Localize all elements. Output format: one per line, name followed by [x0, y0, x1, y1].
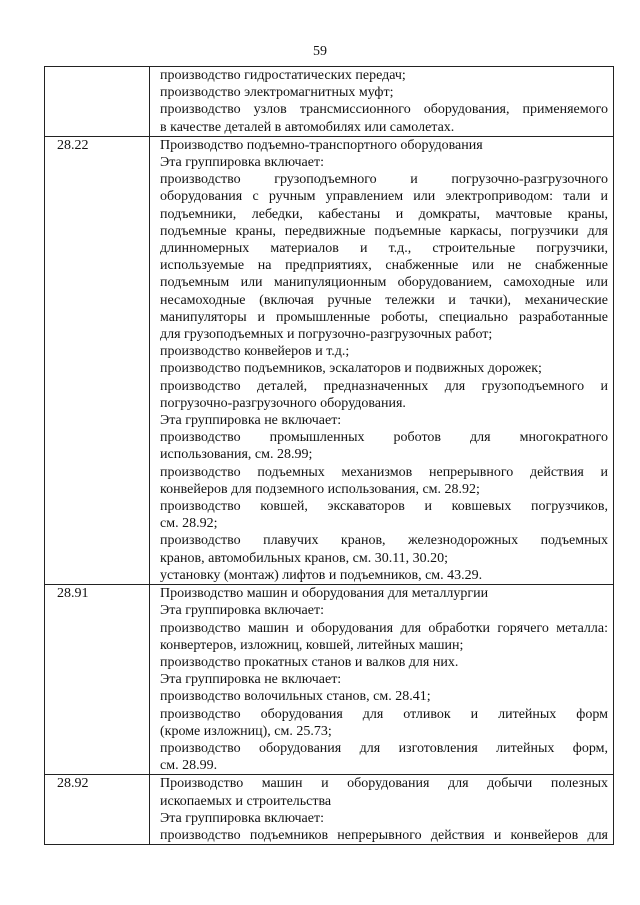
- description-line: см. 28.99.: [160, 758, 218, 774]
- description-line: Производство подъемно-транспортного оборудования: [160, 137, 483, 153]
- description-line: используемые на предприятиях, снабженные или не снабженные: [160, 258, 608, 274]
- code-cell: [45, 775, 150, 845]
- description-line: Эта группировка не включает:: [160, 413, 342, 429]
- description-line: для грузоподъемных и погрузочно-разгрузочных работ;: [160, 327, 493, 343]
- code-cell: [45, 136, 150, 584]
- description-line: производство электромагнитных муфт;: [160, 85, 394, 101]
- table-row: [45, 67, 614, 137]
- description-line: производство оборудования для отливок и литейных форм: [160, 706, 608, 722]
- description-line: производство ковшей, экскаваторов и ковшевых погрузчиков,: [160, 499, 608, 515]
- description-line: производство оборудования для изготовления литейных форм,: [160, 740, 608, 756]
- description-line: конвертеров, изложниц, ковшей, литейных машин;: [160, 637, 464, 653]
- code-cell: [45, 67, 150, 137]
- description-line: Производство машин и оборудования для добычи полезных: [160, 776, 608, 792]
- table-row: [45, 775, 614, 845]
- description-line: производство промышленных роботов для многократного: [160, 430, 608, 446]
- description-line: производство гидростатических передач;: [160, 68, 406, 83]
- description-line: производство подъемных механизмов непрерывного действия и: [160, 464, 608, 480]
- description-line: Производство машин и оборудования для металлургии: [160, 586, 489, 602]
- description-cell: [150, 67, 614, 137]
- description-line: погрузочно-разгрузочного оборудования.: [160, 395, 406, 411]
- description-line: в качестве деталей в автомобилях или самолетах.: [160, 119, 455, 135]
- classification-table: [44, 66, 614, 845]
- description-cell: [150, 775, 614, 845]
- description-line: производство деталей, предназначенных для грузоподъемного и: [160, 378, 608, 394]
- description-line: производство подъемников непрерывного действия и конвейеров для: [160, 827, 608, 843]
- description-cell: [150, 136, 614, 584]
- description-line: Эта группировка не включает:: [160, 672, 342, 688]
- description-line: оборудования с ручным управлением или электроприводом: тали и: [160, 189, 608, 205]
- table-row: [45, 585, 614, 775]
- description-line: кранов, автомобильных кранов, см. 30.11, 30.20;: [160, 550, 449, 566]
- description-line: см. 28.92;: [160, 516, 218, 532]
- description-line: Эта группировка включает:: [160, 603, 324, 619]
- classification-code: 28.22: [57, 137, 89, 153]
- description-line: несамоходные (включая ручные тележки и тачки), механические: [160, 292, 608, 308]
- description-line: производство подъемников, эскалаторов и подвижных дорожек;: [160, 361, 542, 377]
- description-line: длинномерных материалов и т.д., строительные погрузчики,: [160, 241, 608, 257]
- classification-code: 28.92: [57, 776, 89, 792]
- code-cell: [45, 585, 150, 775]
- description-line: конвейеров для подземного использования, см. 28.92;: [160, 481, 480, 497]
- table-row: [45, 136, 614, 584]
- description-line: манипуляторы и промышленные роботы, специально разработанные: [160, 309, 608, 325]
- description-line: производство грузоподъемного и погрузочно-разгрузочного: [160, 172, 608, 188]
- description-line: ископаемых и строительства: [160, 793, 332, 809]
- description-line: установку (монтаж) лифтов и подъемников, см. 43.29.: [160, 567, 483, 583]
- description-line: Эта группировка включает:: [160, 810, 324, 826]
- description-line: производство плавучих кранов, железнодорожных подъемных: [160, 533, 608, 549]
- description-line: производство прокатных станов и валков для них.: [160, 654, 459, 670]
- description-line: подъемники, лебедки, кабестаны и домкраты, мачтовые краны,: [160, 206, 608, 222]
- description-line: Эта группировка включает:: [160, 155, 324, 171]
- description-line: производство машин и оборудования для обработки горячего металла:: [160, 620, 608, 636]
- description-line: подъемным или манипуляционным оборудованием, самоходные или: [160, 275, 608, 291]
- description-line: производство узлов трансмиссионного оборудования, применяемого: [160, 102, 608, 118]
- description-line: подъемные краны, передвижные подъемные каркасы, погрузчики для: [160, 223, 608, 239]
- page-number: 59: [313, 44, 327, 59]
- description-line: использования, см. 28.99;: [160, 447, 313, 463]
- description-cell: [150, 585, 614, 775]
- classification-code: 28.91: [57, 586, 89, 602]
- description-line: (кроме изложниц), см. 25.73;: [160, 723, 332, 739]
- description-line: производство конвейеров и т.д.;: [160, 344, 350, 360]
- description-line: производство волочильных станов, см. 28.41;: [160, 689, 431, 705]
